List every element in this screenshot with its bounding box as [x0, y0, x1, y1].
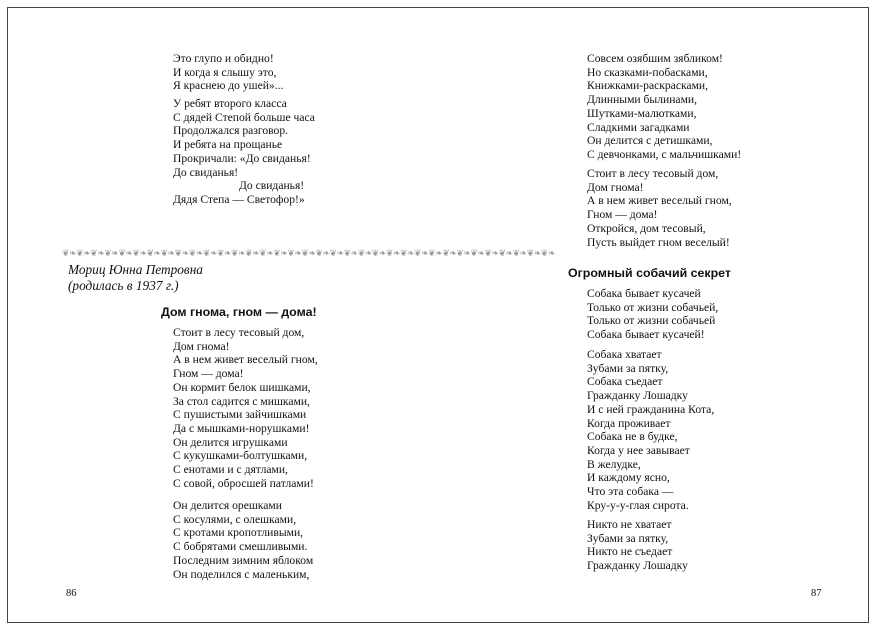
ornament-divider: ❦❧❦❧❦❧❦❧❦❧❦❧❦❧❦❧❦❧❦❧❦❧❦❧❦❧❦❧❦❧❦❧❦❧❦❧❦❧❦❧❦❧❦❧❦❧❦❧❦❧❦❧❦❧❦❧❦❧❦❧❦❧❦❧❦❧❦❧❦❧ [62, 248, 555, 258]
verse-line: С косулями, с олешками, [173, 512, 297, 526]
verse-line: Он поделился с маленьким, [173, 567, 310, 581]
book-spread [7, 7, 869, 623]
author-name: Мориц Юнна Петровна [68, 262, 203, 277]
verse-line: С пушистыми зайчишками [173, 408, 307, 422]
verse-line: Стоит в лесу тесовый дом, [173, 326, 305, 339]
verse-line: Последним зимним яблоком [173, 553, 314, 567]
stanza [173, 52, 283, 93]
verse-line: Только от жизни собачьей, [587, 300, 719, 314]
author-heading [68, 262, 203, 294]
verse-line: Шутками-малютками, [587, 106, 697, 120]
verse-line: Он делится игрушками [173, 435, 288, 449]
verse-line: Он кормит белок шишками, [173, 380, 311, 394]
verse-line: Но сказками-побасками, [587, 65, 708, 79]
verse-line: С кротами кропотливыми, [173, 526, 304, 540]
verse-line: Собака съедает [587, 375, 663, 389]
poem-title: Дом гнома, гном — дома! [161, 305, 317, 319]
verse-line: Прокричали: «До свиданья! [173, 151, 311, 165]
verse-line: За стол садится с мишками, [173, 394, 310, 408]
verse-line: Зубами за пятку, [587, 531, 669, 545]
verse-line: Стоит в лесу тесовый дом, [587, 167, 719, 180]
verse-line: Откройся, дом тесовый, [587, 221, 706, 235]
verse-line: Совсем озябшим зябликом! [587, 52, 723, 65]
verse-line: Он делится с детишками, [587, 134, 713, 148]
verse-line: С енотами и с дятлами, [173, 463, 288, 477]
verse-line: И каждому ясно, [587, 471, 670, 485]
verse-line: Дядя Степа — Светофор!» [173, 192, 305, 206]
stanza [587, 167, 732, 249]
verse-line: Гном — дома! [587, 208, 658, 222]
stanza [173, 97, 315, 207]
verse-line: Гном — дома! [173, 367, 244, 381]
left-page [8, 8, 555, 622]
verse-line: Продолжался разговор. [173, 124, 289, 138]
verse-line: С девчонками, с мальчишками! [587, 147, 742, 161]
verse-line: До свиданья! [239, 179, 305, 193]
verse-line: Я краснею до ушей»... [173, 79, 284, 93]
verse-line: Только от жизни собачьей [587, 314, 716, 328]
verse-line: Собака хватает [587, 348, 662, 361]
stanza [173, 499, 313, 581]
verse-line: Да с мышками-норушками! [173, 421, 310, 435]
verse-line: А в нем живет веселый гном, [173, 353, 318, 367]
verse-line: Когда проживает [587, 416, 671, 430]
verse-line: Собака не в будке, [587, 430, 678, 444]
verse-line: Собака бывает кусачей! [587, 328, 705, 342]
verse-line: Что эта собака — [587, 485, 674, 499]
right-page [439, 8, 870, 622]
verse-line: Это глупо и обидно! [173, 52, 274, 65]
stanza [587, 52, 741, 162]
verse-line: Кру-у-у-глая сирота. [587, 498, 689, 512]
verse-line: Никто не хватает [587, 518, 672, 531]
stanza [587, 287, 718, 342]
verse-line: И с ней гражданина Кота, [587, 402, 715, 416]
verse-line: А в нем живет веселый гном, [587, 194, 732, 208]
verse-line: Гражданку Лошадку [587, 559, 688, 573]
stanza [173, 326, 318, 490]
verse-line: До свиданья! [173, 165, 239, 179]
verse-line: С совой, обросшей патлами! [173, 476, 314, 490]
verse-line: Пусть выйдет гном веселый! [587, 235, 730, 249]
verse-line: Зубами за пятку, [587, 361, 669, 375]
verse-line: С кукушками-болтушками, [173, 449, 308, 463]
verse-line: Он делится орешками [173, 499, 282, 512]
verse-line: И когда я слышу это, [173, 65, 277, 79]
stanza [587, 348, 714, 512]
verse-line: Книжками-раскрасками, [587, 79, 709, 93]
page-number: 86 [66, 588, 77, 599]
verse-line: Собака бывает кусачей [587, 287, 701, 300]
verse-line: Сладкими загадками [587, 120, 690, 134]
verse-line: Дом гнома! [587, 180, 644, 194]
verse-line: В желудке, [587, 457, 641, 471]
verse-line: И ребята на прощанье [173, 138, 283, 152]
verse-line: Гражданку Лошадку [587, 389, 688, 403]
author-years: (родилась в 1937 г.) [68, 278, 179, 293]
stanza [587, 518, 688, 573]
verse-line: Длинными былинами, [587, 93, 698, 107]
verse-line: Когда у нее завывает [587, 443, 690, 457]
page-number: 87 [811, 588, 822, 599]
verse-line: С дядей Степой больше часа [173, 110, 315, 124]
poem-title: Огромный собачий секрет [568, 266, 731, 280]
verse-line: С бобрятами смешливыми. [173, 540, 308, 554]
verse-line: Никто не съедает [587, 545, 673, 559]
verse-line: Дом гнома! [173, 339, 230, 353]
verse-line: У ребят второго класса [173, 97, 287, 110]
